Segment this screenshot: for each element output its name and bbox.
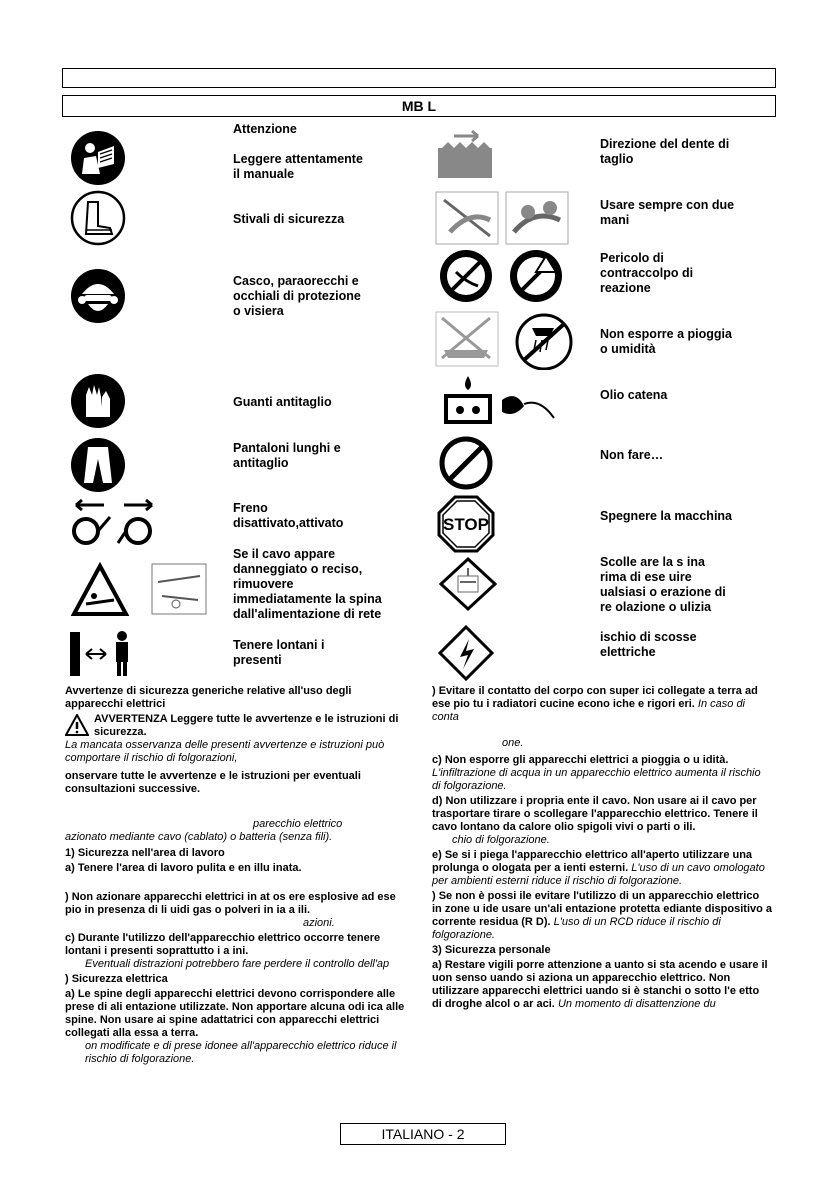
no-rain-icon <box>434 310 574 370</box>
symbol-label-prohibited: Non fare… <box>600 448 664 462</box>
symbol-label-cable: Se il cavo appare danneggiato o reciso, rimuovere immediatamente la spina dall'alimentazione di rete <box>233 547 382 621</box>
chain-oil-icon <box>440 374 560 426</box>
symbol-label-manual: Attenzione Leggere attentamente il manuale <box>233 122 363 181</box>
trousers-icon <box>70 437 126 493</box>
symbol-label-unplug: Scolle are la s ina rima di ese uire ualsiasi o erazione di re olazione o ulizia <box>600 555 726 614</box>
section-3a: a) Restare vigili porre attenzione a uanto si sta acendo e usare il uon senso uando si aziona un apparecchio elettrico. Non utilizzare apparecchi elettrici uando si è stanchi o sotto l'e etto di droghe alcol o ar aci. Un momento di disattenzione du <box>432 959 768 1010</box>
section-2b-tail: one. <box>502 737 524 749</box>
chain-brake-icon <box>66 497 162 547</box>
warning-text: AVVERTENZA Leggere tutte le avvertenze e le istruzioni di sicurezza. <box>94 713 399 738</box>
header-model-box <box>62 95 776 117</box>
safety-heading: Avvertenze di sicurezza generiche relative all'uso degli apparecchi elettrici <box>65 685 352 710</box>
symbol-label-oil: Olio catena <box>600 388 668 402</box>
symbol-label-two-hands: Usare sempre con due mani <box>600 198 735 227</box>
read-manual-icon <box>70 130 126 186</box>
symbol-label-electric: ischio di scosse elettriche <box>600 630 697 659</box>
section-1-title: 1) Sicurezza nell'area di lavoro <box>65 847 225 859</box>
definition-line1: parecchio elettrico <box>253 818 343 830</box>
section-2d: d) Non utilizzare i propria ente il cavo. Non usare ai il cavo per trasportare tirare o scollegare l'apparecchio elettrico. Tenere il cavo lontano da calore olio spigoli vivi o parti o ili. <box>432 795 758 833</box>
section-1b-tail: azioni. <box>303 917 335 929</box>
warning-italic: La mancata osservanza delle presenti avvertenze e istruzioni può comportare il rischio di folgorazioni, <box>65 739 385 764</box>
section-2a-italic: on modificate e di prese idonee all'apparecchio elettrico riduce il rischio di folgorazione. <box>85 1040 397 1065</box>
safety-boots-icon <box>70 190 126 246</box>
header-box-top <box>62 68 776 88</box>
unplug-icon <box>438 556 498 612</box>
helmet-visor-icon <box>70 268 126 324</box>
symbol-label-boots: Stivali di sicurezza <box>233 212 345 226</box>
kickback-icon <box>438 248 568 304</box>
section-1b: ) Non azionare apparecchi elettrici in at os ere esplosive ad ese pio in presenza di li uidi gas o polveri in ia a ili. <box>65 891 396 916</box>
stop-sign-text: STOP <box>443 515 489 534</box>
symbol-label-trousers: Pantaloni lunghi e antitaglio <box>233 441 341 470</box>
section-2f: ) Se non è possi ile evitare l'utilizzo di un apparecchio elettrico in zone u ide usare un'ali entazione protetta ediante dispositivo a corrente residua (R D). L'uso di un RCD riduce il rischio di folgorazione. <box>432 890 773 941</box>
right-text-column <box>432 685 772 1011</box>
page-footer <box>340 1123 506 1145</box>
symbol-label-rain: Non esporre a pioggia o umidità <box>600 327 732 356</box>
symbol-label-gloves: Guanti antitaglio <box>233 395 332 409</box>
model-title: MB L <box>401 98 437 114</box>
warning-block <box>65 713 410 739</box>
symbol-label-cutting: Direzione del dente di taglio <box>600 137 730 166</box>
section-1a: a) Tenere l'area di lavoro pulita e en illu inata. <box>65 862 302 874</box>
two-hands-icon <box>434 190 570 246</box>
gloves-icon <box>70 373 126 429</box>
electric-shock-icon <box>438 625 494 681</box>
section-2d-italic: chio di folgorazione. <box>452 834 550 846</box>
keep-instructions: onservare tutte le avvertenze e le istruzioni per eventuali consultazioni successive. <box>65 770 361 795</box>
warning-triangle-icon <box>65 714 89 736</box>
prohibited-icon <box>438 435 494 491</box>
section-2b: ) Evitare il contatto del corpo con super ici collegate a terra ad ese pio tu i radiatori cucine econo iche e rigori eri. In caso di conta <box>432 685 758 723</box>
symbol-label-kickback: Pericolo di contraccolpo di reazione <box>600 251 694 295</box>
section-2-title: ) Sicurezza elettrica <box>65 973 168 985</box>
section-1c-italic: Eventuali distrazioni potrebbero fare perdere il controllo dell'ap <box>85 958 390 970</box>
section-2e: e) Se si i piega l'apparecchio elettrico all'aperto utilizzare una prolunga o ologata per a ienti esterni. L'uso di un cavo omologato per ambienti esterni riduce il rischio di folgorazione. <box>432 849 765 887</box>
symbol-label-stop: Spegnere la macchina <box>600 509 733 523</box>
section-2a: a) Le spine degli apparecchi elettrici devono corrispondere alle prese di ali entazione utilizzate. Non apportare alcuna odi ica alle spine. Non usare ai spine adattatrici con apparecchi elettrici collegati alla essa a terra. <box>65 988 405 1039</box>
definition-line2: azionato mediante cavo (cablato) o batteria (senza fili). <box>65 831 333 843</box>
bystanders-distance-icon <box>70 628 140 678</box>
section-2c: c) Non esporre gli apparecchi elettrici a pioggia o u idità. L'infiltrazione di acqua in un apparecchio elettrico aumenta il rischio di folgorazione. <box>432 754 761 792</box>
section-1c: c) Durante l'utilizzo dell'apparecchio elettrico occorre tenere lontani i presenti soprattutto i a ini. <box>65 932 381 957</box>
symbol-label-bystanders: Tenere lontani i presenti <box>233 638 325 667</box>
stop-icon <box>437 495 495 553</box>
damaged-cable-icon <box>70 560 210 618</box>
symbol-label-brake: Freno disattivato,attivato <box>233 501 344 530</box>
page-number: ITALIANO - 2 <box>381 1126 465 1142</box>
symbol-label-helmet: Casco, paraorecchi e occhiali di protezione o visiera <box>233 274 361 318</box>
cutting-direction-icon <box>434 128 496 184</box>
left-text-column <box>65 685 410 1066</box>
section-3-title: 3) Sicurezza personale <box>432 944 551 956</box>
